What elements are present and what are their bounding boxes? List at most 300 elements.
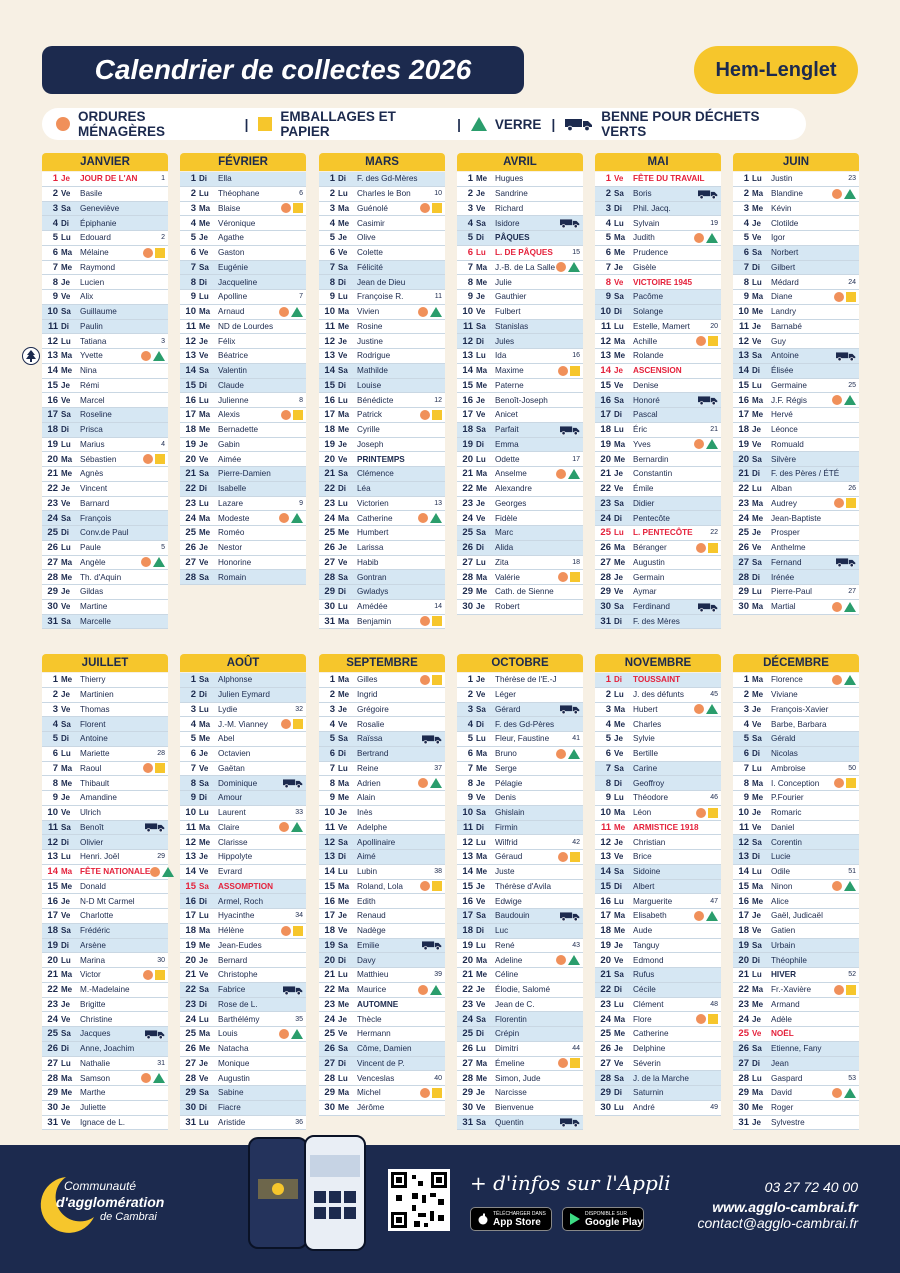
orange-dot-icon	[420, 616, 430, 626]
day-number: 24	[462, 1013, 473, 1025]
day-number: 29	[324, 1087, 335, 1099]
orange-dot-icon	[556, 262, 566, 272]
saint-name: Frédéric	[80, 926, 111, 936]
weekday: Ma	[476, 1058, 488, 1068]
day-number: 31	[600, 615, 611, 627]
day-number: 15	[47, 379, 58, 391]
saint-name: Côme, Damien	[357, 1044, 412, 1054]
day-number: 15	[185, 379, 196, 391]
weekday: Ma	[61, 557, 73, 567]
weekday: Sa	[752, 1044, 762, 1054]
day-row	[457, 909, 583, 924]
weekday: Lu	[476, 248, 486, 258]
day-number: 25	[324, 1028, 335, 1040]
month-header: AVRIL	[457, 153, 583, 171]
saint-name: PRINTEMPS	[357, 454, 405, 464]
day-number: 24	[324, 512, 335, 524]
weekday: Di	[199, 690, 207, 700]
weekday: Lu	[476, 837, 486, 847]
week-number: 10	[434, 190, 442, 198]
day-row	[733, 305, 859, 320]
day-number: 7	[52, 261, 58, 273]
saint-name: Paulin	[80, 321, 103, 331]
week-number: 4	[161, 440, 165, 448]
saint-name: Benoît	[80, 822, 104, 832]
saint-name: Alexandre	[495, 484, 532, 494]
orange-dot-icon	[281, 410, 291, 420]
day-number: 26	[324, 542, 335, 554]
saint-name: Robert	[495, 602, 520, 612]
saint-name: Sidoine	[633, 867, 661, 877]
saint-name: Simon, Jude	[495, 1073, 541, 1083]
logo-line-2: d'agglomération	[56, 1194, 165, 1210]
day-row	[733, 703, 859, 718]
day-row	[457, 732, 583, 747]
day-row	[457, 717, 583, 732]
day-number: 12	[47, 335, 58, 347]
day-number: 30	[324, 601, 335, 613]
day-row	[180, 821, 306, 836]
day-number: 1	[467, 173, 473, 185]
weekday: Me	[752, 690, 764, 700]
legend-item-verre	[471, 117, 542, 132]
saint-name: Fiacre	[218, 1103, 241, 1113]
day-number: 7	[743, 261, 749, 273]
orange-dot-icon	[696, 808, 706, 818]
day-row	[457, 688, 583, 703]
tree-icon	[22, 347, 40, 365]
orange-dot-icon	[696, 1014, 706, 1024]
day-row	[733, 556, 859, 571]
saint-name: Honoré	[633, 395, 660, 405]
day-number: 7	[190, 261, 196, 273]
google-play-button[interactable]: DISPONIBLE SUR Google Play	[562, 1207, 644, 1231]
day-row	[457, 379, 583, 394]
saint-name: Viviane	[771, 690, 798, 700]
weekday: Ma	[476, 572, 488, 582]
day-row	[733, 1116, 859, 1131]
weekday: Lu	[61, 955, 71, 965]
weekday: Sa	[752, 351, 762, 361]
qr-code[interactable]	[388, 1169, 450, 1231]
weekday: Sa	[338, 572, 348, 582]
saint-name: Fulbert	[495, 307, 521, 317]
weekday: Ma	[752, 395, 764, 405]
day-row	[457, 216, 583, 231]
day-number: 28	[462, 1072, 473, 1084]
weekday: Di	[476, 822, 484, 832]
day-number: 27	[738, 556, 749, 568]
website-link[interactable]: www.agglo-cambrai.fr	[712, 1199, 858, 1215]
saint-name: Hubert	[633, 704, 658, 714]
day-row	[733, 216, 859, 231]
saint-name: Jean-Baptiste	[771, 513, 822, 523]
day-number: 2	[743, 689, 749, 701]
truck-icon	[698, 189, 718, 199]
day-number: 5	[605, 733, 611, 745]
day-number: 21	[47, 468, 58, 480]
day-row	[457, 408, 583, 423]
weekday: Lu	[61, 439, 71, 449]
weekday: Lu	[199, 395, 209, 405]
weekday: Lu	[199, 1117, 209, 1127]
weekday: Je	[476, 881, 485, 891]
day-row	[733, 747, 859, 762]
day-row	[42, 924, 168, 939]
day-number: 2	[329, 689, 335, 701]
day-number: 2	[467, 188, 473, 200]
day-row	[42, 791, 168, 806]
day-row	[180, 526, 306, 541]
day-number: 8	[329, 276, 335, 288]
day-row	[319, 806, 445, 821]
day-number: 15	[738, 379, 749, 391]
day-number: 3	[52, 703, 58, 715]
yellow-square-icon	[432, 881, 442, 891]
weekday: Je	[61, 484, 70, 494]
day-row	[319, 290, 445, 305]
weekday: Lu	[614, 896, 624, 906]
saint-name: Julien Eymard	[218, 690, 270, 700]
collection-icons	[143, 970, 165, 980]
collection-icons	[422, 940, 442, 950]
weekday: Ma	[614, 336, 626, 346]
saint-name: Françoise R.	[357, 292, 404, 302]
day-row	[733, 570, 859, 585]
saint-name: Adèle	[771, 1014, 792, 1024]
day-number: 12	[738, 335, 749, 347]
day-row	[457, 570, 583, 585]
weekday: Ve	[614, 852, 624, 862]
saint-name: Pierre-Damien	[218, 469, 271, 479]
day-number: 26	[738, 542, 749, 554]
orange-dot-icon	[694, 439, 704, 449]
saint-name: Martine	[80, 602, 108, 612]
day-row	[595, 1086, 721, 1101]
day-number: 4	[467, 718, 473, 730]
day-row	[319, 1057, 445, 1072]
day-row	[42, 364, 168, 379]
day-row	[42, 776, 168, 791]
day-row	[42, 1057, 168, 1072]
day-number: 19	[324, 438, 335, 450]
day-row	[42, 806, 168, 821]
yellow-square-icon	[570, 852, 580, 862]
saint-name: Romaric	[771, 808, 802, 818]
saint-name: Ambroise	[771, 763, 806, 773]
weekday: Lu	[476, 351, 486, 361]
saint-name: Cécile	[633, 985, 656, 995]
saint-name: Élisée	[771, 366, 794, 376]
day-number: 3	[743, 703, 749, 715]
weekday: Ve	[199, 970, 209, 980]
day-row	[42, 187, 168, 202]
weekday: Je	[752, 321, 761, 331]
day-number: 2	[605, 188, 611, 200]
saint-name: Laurent	[218, 808, 246, 818]
day-number: 19	[47, 438, 58, 450]
day-row	[733, 1086, 859, 1101]
collection-icons	[150, 867, 174, 877]
weekday: Je	[338, 233, 347, 243]
saint-name: Ghislain	[495, 808, 525, 818]
day-number: 26	[324, 1043, 335, 1055]
weekday: Ma	[614, 543, 626, 553]
collection-icons	[560, 218, 580, 228]
day-number: 18	[47, 925, 58, 937]
saint-name: Denis	[495, 793, 516, 803]
day-number: 10	[600, 807, 611, 819]
saint-name: Pascal	[633, 410, 658, 420]
weekday: Sa	[614, 867, 624, 877]
weekday: Je	[614, 1044, 623, 1054]
day-row	[180, 776, 306, 791]
weekday: Ve	[61, 704, 71, 714]
weekday: Ve	[338, 926, 348, 936]
day-row	[42, 880, 168, 895]
week-number: 42	[572, 838, 580, 846]
saint-name: Pierre-Paul	[771, 587, 812, 597]
green-triangle-icon	[430, 307, 442, 317]
week-number: 53	[848, 1074, 856, 1082]
week-number: 43	[572, 941, 580, 949]
saint-name: Bénédicte	[357, 395, 394, 405]
collection-icons	[832, 395, 856, 405]
saint-name: ASCENSION	[633, 366, 682, 376]
day-row	[595, 556, 721, 571]
day-row	[733, 187, 859, 202]
day-row	[457, 791, 583, 806]
weekday: Ma	[338, 513, 350, 523]
day-number: 25	[738, 1028, 749, 1040]
day-row	[595, 615, 721, 630]
day-number: 9	[52, 792, 58, 804]
day-number: 14	[600, 365, 611, 377]
day-row	[457, 762, 583, 777]
saint-name: Rolande	[633, 351, 664, 361]
weekday: Ve	[476, 307, 486, 317]
weekday: Sa	[752, 454, 762, 464]
day-number: 23	[738, 497, 749, 509]
day-row	[457, 865, 583, 880]
saint-name: Geneviève	[80, 203, 120, 213]
day-number: 21	[47, 969, 58, 981]
day-row	[457, 968, 583, 983]
weekday: Lu	[476, 454, 486, 464]
month-column	[180, 654, 306, 1130]
day-number: 1	[605, 173, 611, 185]
saint-name: Amandine	[80, 793, 117, 803]
legend-label: BENNE POUR DÉCHETS VERTS	[601, 109, 760, 139]
weekday: Lu	[752, 174, 762, 184]
weekday: Ma	[338, 881, 350, 891]
day-row	[457, 452, 583, 467]
day-number: 5	[329, 733, 335, 745]
day-number: 17	[47, 409, 58, 421]
weekday: Ma	[199, 203, 211, 213]
day-row	[319, 762, 445, 777]
day-row	[595, 1101, 721, 1116]
day-number: 4	[329, 718, 335, 730]
truck-icon	[145, 822, 165, 832]
day-number: 13	[738, 851, 749, 863]
saint-name: Claude	[218, 380, 244, 390]
phone-number[interactable]: 03 27 72 40 00	[764, 1179, 858, 1195]
saint-name: Anne, Joachim	[80, 1044, 135, 1054]
weekday: Je	[199, 852, 208, 862]
collection-icons	[696, 543, 718, 553]
app-store-button[interactable]: TÉLÉCHARGER DANS App Store	[470, 1207, 552, 1231]
weekday: Lu	[338, 763, 348, 773]
day-row	[595, 393, 721, 408]
saint-name: Olivier	[80, 837, 104, 847]
saint-name: Emilie	[357, 940, 380, 950]
day-row	[180, 1012, 306, 1027]
green-triangle-icon	[706, 439, 718, 449]
day-row	[319, 688, 445, 703]
email-link[interactable]: contact@agglo-cambrai.fr	[697, 1215, 858, 1231]
saint-name: J.F. Régis	[771, 395, 807, 405]
orange-dot-icon	[834, 778, 844, 788]
day-number: 7	[190, 762, 196, 774]
weekday: Ve	[199, 763, 209, 773]
day-row	[180, 511, 306, 526]
saint-name: Jean de C.	[495, 999, 535, 1009]
saint-name: Arnaud	[218, 307, 245, 317]
yellow-square-icon	[846, 985, 856, 995]
week-number: 39	[434, 971, 442, 979]
day-number: 22	[600, 984, 611, 996]
day-row	[319, 1086, 445, 1101]
weekday: Sa	[338, 940, 348, 950]
day-number: 28	[185, 571, 196, 583]
weekday: Ve	[199, 1073, 209, 1083]
saint-name: Edmond	[633, 955, 664, 965]
saint-name: Brice	[633, 852, 652, 862]
saint-name: Géraud	[495, 852, 523, 862]
weekday: Sa	[199, 985, 209, 995]
day-number: 11	[738, 320, 749, 332]
weekday: Ve	[752, 926, 762, 936]
saint-name: Marthe	[80, 1088, 106, 1098]
week-number: 38	[434, 868, 442, 876]
collection-icons	[698, 189, 718, 199]
day-row	[733, 526, 859, 541]
saint-name: Adrien	[357, 778, 381, 788]
saint-name: Germain	[633, 572, 665, 582]
day-row	[733, 290, 859, 305]
collection-icons	[836, 351, 856, 361]
day-number: 6	[190, 748, 196, 760]
collection-icons	[556, 749, 580, 759]
day-number: 18	[185, 424, 196, 436]
saint-name: Donald	[80, 881, 106, 891]
collection-icons	[558, 1058, 580, 1068]
weekday: Sa	[752, 837, 762, 847]
day-row	[319, 379, 445, 394]
saint-name: Grégoire	[357, 704, 389, 714]
week-number: 17	[572, 455, 580, 463]
orange-dot-icon	[832, 881, 842, 891]
weekday: Sa	[199, 572, 209, 582]
day-row	[180, 349, 306, 364]
truck-icon	[283, 985, 303, 995]
week-number: 29	[157, 853, 165, 861]
day-number: 4	[743, 217, 749, 229]
weekday: Me	[752, 307, 764, 317]
saint-name: Christine	[80, 1014, 113, 1024]
weekday: Je	[476, 1088, 485, 1098]
saint-name: Raïssa	[357, 734, 383, 744]
day-row	[42, 261, 168, 276]
day-row	[180, 850, 306, 865]
day-row	[42, 968, 168, 983]
collection-icons	[834, 985, 856, 995]
saint-name: René	[495, 940, 515, 950]
saint-name: Julienne	[218, 395, 249, 405]
weekday: Ma	[752, 778, 764, 788]
saint-name: JOUR DE L'AN	[80, 174, 138, 184]
weekday: Ma	[614, 704, 626, 714]
weekday: Lu	[338, 292, 348, 302]
day-row	[42, 585, 168, 600]
saint-name: Jacques	[80, 1029, 111, 1039]
weekday: Me	[476, 970, 488, 980]
weekday: Ma	[752, 1088, 764, 1098]
day-row	[180, 673, 306, 688]
orange-dot-icon	[150, 867, 160, 877]
yellow-square-icon	[570, 572, 580, 582]
day-row	[457, 1042, 583, 1057]
saint-name: Mariette	[80, 749, 110, 759]
day-number: 8	[190, 777, 196, 789]
day-row	[180, 688, 306, 703]
day-row	[319, 261, 445, 276]
weekday: Me	[752, 410, 764, 420]
day-number: 14	[47, 365, 58, 377]
day-number: 16	[47, 895, 58, 907]
saint-name: Guillaume	[80, 307, 117, 317]
weekday: Di	[752, 955, 760, 965]
day-number: 17	[324, 409, 335, 421]
weekday: Sa	[338, 734, 348, 744]
day-row	[733, 1071, 859, 1086]
month-column	[733, 153, 859, 615]
day-number: 30	[600, 601, 611, 613]
orange-dot-icon	[832, 602, 842, 612]
saint-name: Clotilde	[771, 218, 799, 228]
day-number: 18	[600, 925, 611, 937]
day-row	[595, 762, 721, 777]
weekday: Di	[199, 999, 207, 1009]
day-row	[319, 334, 445, 349]
weekday: Ve	[476, 896, 486, 906]
day-row	[319, 968, 445, 983]
day-number: 5	[190, 733, 196, 745]
day-row	[733, 541, 859, 556]
day-number: 17	[738, 409, 749, 421]
weekday: Lu	[752, 1073, 762, 1083]
day-row	[595, 231, 721, 246]
day-row	[42, 1027, 168, 1042]
day-number: 3	[605, 703, 611, 715]
weekday: Lu	[61, 543, 71, 553]
weekday: Lu	[752, 277, 762, 287]
day-number: 2	[190, 188, 196, 200]
day-row	[595, 423, 721, 438]
weekday: Me	[199, 425, 211, 435]
day-row	[457, 526, 583, 541]
